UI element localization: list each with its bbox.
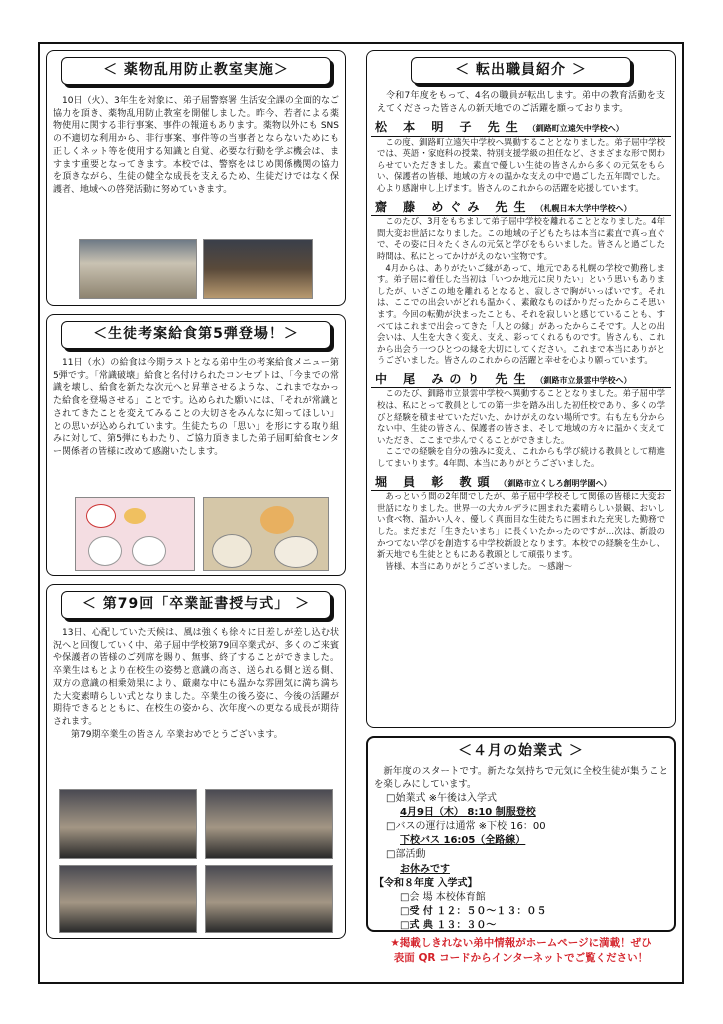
- schedule-row: 下校バス 16:05（全路線）: [400, 835, 526, 847]
- staff-destination: （釧路市立景雲中学校へ）: [535, 375, 632, 385]
- lunch-section-title: ＜生徒考案給食第5弾登場！＞: [93, 326, 299, 342]
- staff-message-2: ここでの経験を自分の強みに変え、これからも学び続ける教員として精進してまいります。4年間、本当にありがとうございました。: [377, 446, 665, 469]
- lunch-section-body: 11日（水）の給食は今期ラストとなる弟中生の考案給食メニュー第5弾です。「常識破壊」給食と名付けられたコンセプトは、「今までの常識を壊し、給食を新たな次元へと昇華させるような、これまでなかった給食を登場させる」ことです。込められた願いには、「それが常識とされてきたことを変えてみることの大切さをみんなに知ってほしい」との思いが込められています。生徒たちの「思い」を形にする取り組みに対して、第5弾にもわたり、ご協力頂きました弟子屈町給食センター関係者の皆様に改めて感謝いたします。: [53, 357, 339, 458]
- graduation-section: [46, 584, 346, 939]
- schedule-row: □始業式 ※午後は入学式: [386, 792, 498, 804]
- opening-ceremony-section: [366, 736, 676, 932]
- staff-header-2: [371, 199, 671, 217]
- staff-message: このたび、3月をもちまして弟子屈中学校を離れることとなりました。4年間大変お世話になりました。この地域の子どもたちは本当に素直で真っ直ぐで、その姿に日々たくさんの元気と学びをもらいました。皆さんと過ごした時間は、私にとってかけがえのない宝物です。: [377, 216, 665, 261]
- lunch-menu-illustration: [75, 497, 195, 571]
- student-lunch-section: [46, 314, 346, 576]
- side-bowl-icon: [132, 536, 166, 566]
- opening-ceremony-title: ＜４月の始業式 ＞: [458, 743, 584, 759]
- schedule-row: □バスの運行は通常 ※下校 16：00: [386, 820, 546, 832]
- bowl-icon: [212, 534, 252, 568]
- schedule-row: 【令和８年度 入学式】: [374, 877, 478, 889]
- schedule-row: □会 場 本校体育館: [400, 891, 486, 903]
- newsletter-page: [38, 42, 684, 984]
- transfer-section-title: ＜ 転出職員紹介 ＞: [455, 62, 587, 78]
- footer-notice-line: 表面 QR コードからインターネットでご覧ください！: [393, 951, 649, 964]
- footer-notice: [366, 936, 676, 966]
- staff-destination: （札幌日本大学中学校へ）: [535, 203, 632, 213]
- staff-name: 中 尾 みのり 先生: [375, 371, 532, 386]
- schedule-row: 4月9日（木） 8:10 制服登校: [400, 806, 536, 818]
- rice-bowl-icon: [274, 536, 318, 568]
- bread-icon: [124, 508, 146, 524]
- opening-schedule: [368, 792, 674, 934]
- soup-bowl-icon: [88, 536, 122, 566]
- transfer-staff-section: [366, 50, 676, 728]
- staff-message: あっという間の2年間でしたが、弟子屈中学校そして関係の皆様に大変お世話になりました。世界一の大カルデラに囲まれた素晴らしい景観、おいしい食べ物、温かい人々、優しく真面目な生徒たちに囲まれた充実した勤務でした。まだまだ「生きたいまち」に長くいたかったのですが…次は、新設のかつてない学びを創造する中学校新設となります。本校での経験を生かし、新天地でも生徒とともにある教頭として頑張ります。: [377, 491, 665, 560]
- graduation-section-body: 13日、心配していた天候は、風は強くも徐々に日差しが差し込む状況へと回復していく中、弟子屈中学校第79回卒業式が、多くのご来賓や保護者の皆様のご列席を賜り、無事、終了することができました。卒業生はもとより在校生の姿勢と意識の高さ、送られる側と送る側、双方の意識の相乗効果により、厳粛な中にも温かな雰囲気に満ち満ちた大変素晴らしい式となりました。卒業生の後ろ姿に、今後の活躍が期待できるとともに、在校生の姿から、次年度への更なる成長が期待されます。: [53, 627, 339, 728]
- staff-message-2: 4月からは、ありがたいご縁があって、地元である札幌の学校で勤務します。弟子屈に着任した当初は「いつか地元に戻りたい」という思いもありましたが、いざこの地を離れるとなると、寂しさで胸がいっぱいです。それは、ここでの出会いがどれも温かく、素敵なものばかりだったからこそ思います。今回の転勤が決まったことも、それを寂しいと感じていることも、すべてはこれまで出会ってきた「人との縁」があったからこそです。人との出会いは、人生を大きく変え、支え、彩ってくれるものです。皆さんも、これから出会う一つひとつの縁を大切にしてください。これまで本当にありがとうございました。皆さんのこれからの活躍と幸せを心より願っています。: [377, 262, 665, 366]
- staff-message: このたび、釧路市立景雲中学校へ異動することとなりました。弟子屈中学校は、私にとって教員としての第一歩を踏み出した初任校であり、多くの学びと経験を積ませていただいた、かけがえのない場所です。右も左も分からない中、生徒の皆さん、保護者の皆さま、そして地域の方々に温かく支えていただき、ここまで歩んでくることができました。: [377, 388, 665, 445]
- schedule-row: □式 典 １３：３０～: [400, 920, 497, 932]
- graduation-photo-2: [205, 789, 333, 859]
- lunch-tray-photo: [203, 497, 329, 571]
- section-title-wrap: [61, 591, 331, 619]
- footer-notice-line: ★掲載しきれない弟中情報がホームページに満載！ぜひ: [390, 937, 652, 949]
- drug-class-photo-2: [203, 239, 313, 299]
- graduation-closing: 第79期卒業生の皆さん 卒業おめでとうございます。: [71, 730, 283, 740]
- drug-class-photo-1: [79, 239, 197, 299]
- staff-header-3: [371, 371, 671, 389]
- staff-name: 齋 藤 めぐみ 先生: [375, 199, 532, 214]
- section-title-wrap: [61, 57, 331, 85]
- staff-destination: （釧路町立遠矢中学校へ）: [527, 124, 624, 134]
- graduation-section-title: ＜ 第79回「卒業証書授与式」 ＞: [81, 596, 311, 612]
- graduation-photo-1: [59, 789, 197, 859]
- schedule-row: □部活動: [386, 849, 426, 861]
- drug-section-body: 10日（火）、3年生を対象に、弟子屈警察署 生活安全課の全面的なご協力を頂き、薬物乱用防止教室を開催しました。昨今、若者による薬物使用に関する非行事案、事件の報道もあります。薬物以外にも SNS の不適切な利用から、非行事案、事件等の当事者とならないためにも正しくネット等を使用する知識と自覚、必要な行動を学ぶ機会は、ますます重要となってきます。本校では、警察をはじめ関係機関の協力を頂きながら、生徒の健全な成長を支えるため、生徒だけではなく保護者、地域への啓発活動に努めていきます。: [53, 95, 339, 196]
- staff-name: 松 本 明 子 先生: [375, 120, 524, 135]
- schedule-row: お休みです: [400, 863, 450, 875]
- staff-name: 堀 員 彰 教頭: [375, 474, 496, 489]
- staff-message-2: 皆様、本当にありがとうございました。 ～感謝～: [385, 560, 573, 571]
- drug-prevention-section: [46, 50, 346, 306]
- staff-destination: （釧路市立くしろ創明学園へ）: [499, 478, 612, 488]
- graduation-photo-4: [205, 865, 333, 933]
- dish-icon: [86, 504, 116, 528]
- left-column: [46, 50, 346, 939]
- staff-header-4: [371, 474, 671, 492]
- staff-header-1: [371, 119, 671, 137]
- section-title-wrap: [411, 57, 631, 84]
- section-title-wrap: [61, 321, 331, 349]
- right-column: [366, 50, 676, 966]
- drug-section-title: ＜ 薬物乱用防止教室実施＞: [103, 62, 289, 78]
- schedule-row: □受 付 １２：５０～１３：０５: [400, 906, 547, 918]
- staff-message: この度、釧路町立遠矢中学校へ異動することとなりました。弟子屈中学校では、英語・家庭科の授業、特別支援学級の担任など、さまざまな形で関わらせていただきました。素直で優しい生徒の皆さんから多くの元気をもらい、保護者の皆様、地域の方々の温かな支えの中で過ごした五年間でした。心より感謝申し上げます。皆さんのこれからの活躍を応援しています。: [377, 136, 665, 194]
- opening-intro: 新年度のスタートです。新たな気持ちで元気に全校生徒が集うことを楽しみにしています。: [374, 765, 668, 791]
- bun-icon: [260, 506, 294, 534]
- graduation-photo-3: [59, 865, 197, 933]
- transfer-intro: 令和7年度をもって、4名の職員が転出します。弟中の教育活動を支えてくださった皆さんの新天地でのご活躍を願っております。: [377, 91, 665, 114]
